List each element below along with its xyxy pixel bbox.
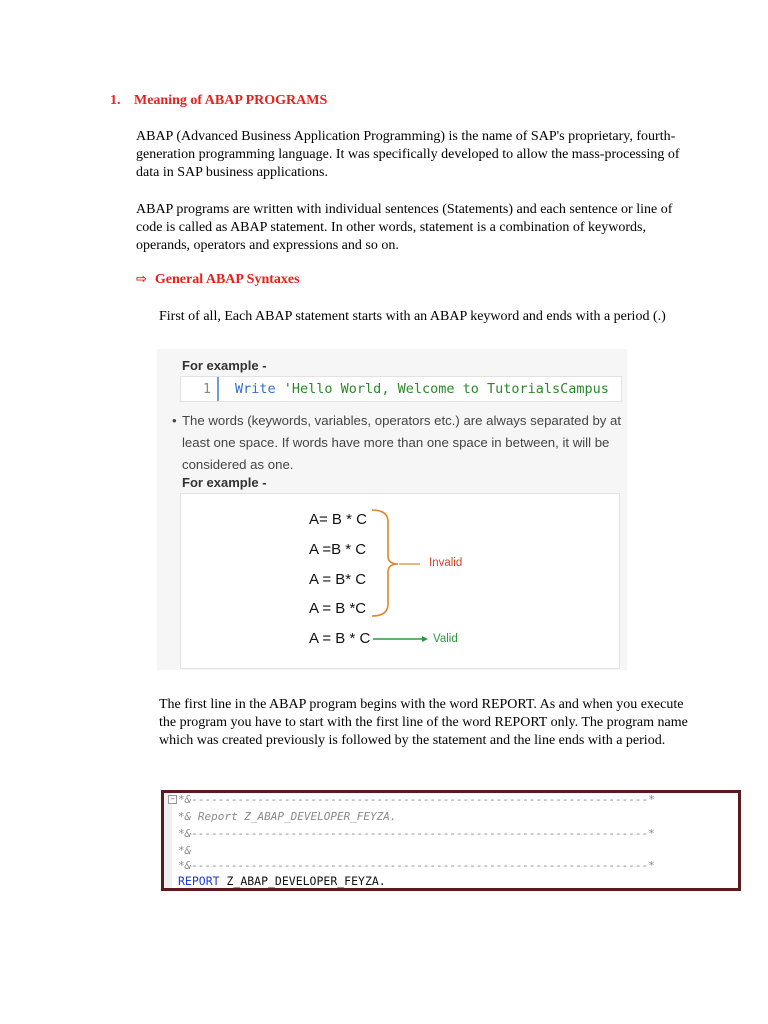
equation-2: A =B * C [309,541,367,558]
sap-code-editor [161,790,741,891]
example-label-2: For example - [182,475,267,490]
example-label-1: For example - [182,358,267,373]
comment-line-1: *&---------------------------------------------------------------------* [178,793,655,806]
equation-5: A = B * C [309,630,371,647]
report-paragraph: The first line in the ABAP program begins with the word REPORT. As and when you execute the program you have to start with the first line of the word REPORT only. The program name which was created previously is followed by the statement and the line ends with a period. [159,697,688,748]
bracket-diagram [370,500,480,650]
arrow-icon: ⇨ [136,272,147,287]
equation-4: A = B *C [309,600,367,617]
equation-3: A = B* C [309,571,367,588]
section-heading [110,93,327,109]
code-example-box [180,376,622,402]
heading-number: 1. [110,93,121,108]
bullet-text: The words (keywords, variables, operators etc.) are always separated by at least one space. If words have more than one space in between, it will be considered as one. [182,413,622,472]
comment-line-3: *&---------------------------------------------------------------------* [178,827,655,840]
bullet-dot-icon: • [172,413,177,428]
comment-line-5: *&---------------------------------------------------------------------* [178,859,655,872]
code-string: 'Hello World, Welcome to TutorialsCampus [283,381,609,397]
intro-paragraph-2: ABAP programs are written with individual sentences (Statements) and each sentence or line of code is called as ABAP statement. In other words, statement is a combination of keywords, operands, operators and expressions and so on. [136,202,673,253]
subheading [136,272,300,288]
report-statement [178,874,386,888]
line-number: 1 [181,377,219,401]
curly-brace-icon [372,510,398,616]
comment-line-2: *& Report Z_ABAP_DEVELOPER_FEYZA. [178,810,397,823]
heading-title: Meaning of ABAP PROGRAMS [134,93,328,108]
subheading-title: General ABAP Syntaxes [154,272,300,287]
arrow-right-icon [422,636,428,642]
equation-1: A= B * C [309,511,367,528]
code-line [235,377,609,401]
fold-toggle-icon[interactable]: − [168,795,177,804]
bullet-item [172,410,622,476]
invalid-label: Invalid [429,557,463,569]
editor-gutter [164,793,172,888]
syntax-paragraph: First of all, Each ABAP statement starts with an ABAP keyword and ends with a period (.) [159,309,666,324]
report-program-name: Z_ABAP_DEVELOPER_FEYZA. [219,874,386,888]
report-keyword: REPORT [178,874,220,888]
intro-paragraph-1: ABAP (Advanced Business Application Programming) is the name of SAP's proprietary, fourth-generation programming language. It was specifically developed to allow the mass-processing of data in SAP business applications. [136,129,680,180]
valid-label: Valid [433,633,458,645]
comment-line-4: *& [178,844,192,857]
code-keyword: Write [235,381,276,397]
